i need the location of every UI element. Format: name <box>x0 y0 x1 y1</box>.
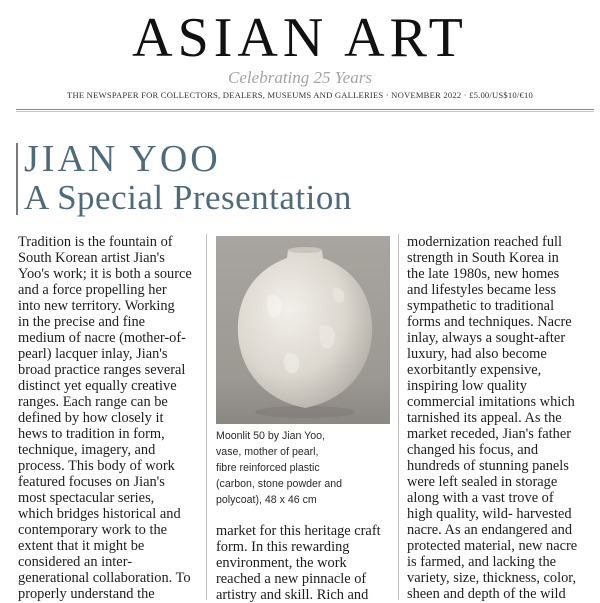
masthead-rule-secondary <box>16 111 594 112</box>
column-1-text <box>18 234 202 602</box>
text-line: medium of nacre (mother-of- <box>18 330 186 346</box>
column-divider <box>206 234 207 600</box>
text-line: high quality, wild- harvested <box>407 506 572 522</box>
text-line: exorbitantly expensive, <box>407 362 542 378</box>
text-line: ranges. Each range can be <box>18 394 168 410</box>
text-line: market receded, Jian's father <box>407 426 572 442</box>
text-line: variety, size, thickness, color, <box>407 570 577 586</box>
publication-title: ASIAN ART <box>132 7 468 69</box>
text-line: and a force propelling her <box>18 282 167 298</box>
text-line: defined by how closely it <box>18 410 164 426</box>
issue-price: £5.00/US$10/€10 <box>466 90 533 100</box>
text-line: which bridges historical and <box>18 506 181 522</box>
photo-caption <box>216 428 394 508</box>
text-line: forms and techniques. Nacre <box>407 314 572 330</box>
text-line: reached a new pinnacle of <box>216 571 367 587</box>
headline-accent-bar <box>16 143 18 215</box>
text-line: most spectacular series, <box>18 490 155 506</box>
text-line: strength in South Korea in <box>407 250 559 266</box>
text-line: is farmed, and lacking the <box>407 554 557 570</box>
text-line: featured focuses on Jian's <box>18 474 165 490</box>
text-line: polycoat), 48 x 46 cm <box>216 494 317 506</box>
text-line: sympathetic to traditional <box>407 298 555 314</box>
article-column-1 <box>18 234 202 602</box>
moonlit-vase-image <box>216 236 390 424</box>
text-line: distinct yet equally creative <box>18 378 177 394</box>
text-line: contemporary work to the <box>18 522 168 538</box>
article-column-2 <box>216 523 392 603</box>
text-line: luxury, had also become <box>407 346 547 362</box>
column-divider <box>398 234 399 600</box>
article-headline: JIAN YOO <box>24 138 221 180</box>
text-line: broad practice ranges several <box>18 362 186 378</box>
text-line: and lifestyles became less <box>407 282 557 298</box>
text-line: nacre. As an endangered and <box>407 522 573 538</box>
column-2-text <box>216 523 392 603</box>
text-line: sheen and depth of the wild <box>407 586 566 602</box>
text-line: process. This body of work <box>18 458 175 474</box>
vase-photo <box>216 236 390 424</box>
article-column-3 <box>407 234 591 602</box>
text-line: properly understand the <box>18 586 155 602</box>
text-line: considered an inter- <box>18 554 132 570</box>
text-line: Tradition is the fountain of <box>18 234 173 250</box>
text-line: into new territory. Working <box>18 298 175 314</box>
text-line: along with a vast trove of <box>407 490 554 506</box>
text-line: inspiring low quality <box>407 378 527 394</box>
text-line: South Korean artist Jian's <box>18 250 165 266</box>
text-line: vase, mother of pearl, <box>216 446 319 458</box>
text-line: fibre reinforced plastic <box>216 462 320 474</box>
anniversary-tagline: Celebrating 25 Years <box>228 68 372 87</box>
column-3-text <box>407 234 591 602</box>
text-line: tarnished its appeal. As the <box>407 410 562 426</box>
text-line: environment, the work <box>216 555 347 571</box>
text-line: were left sealed in storage <box>407 474 558 490</box>
text-line: artistry and skill. Rich and <box>216 587 369 603</box>
text-line: Yoo's work; it is both a source <box>18 266 192 282</box>
text-line: form. In this rewarding <box>216 539 350 555</box>
text-line: pearl) lacquer inlay, Jian's <box>18 346 168 362</box>
text-line: technique, imagery, and <box>18 442 156 458</box>
text-line: extent that it might be <box>18 538 145 554</box>
masthead-rule <box>16 109 594 110</box>
text-line: hews to tradition in form, <box>18 426 165 442</box>
text-line: commercial imitations which <box>407 394 575 410</box>
tagline-text: THE NEWSPAPER FOR COLLECTORS, DEALERS, MUSEUMS AND GALLERIES · NOVEMBER 2022 · <box>67 90 467 100</box>
text-line: (carbon, stone powder and <box>216 478 343 490</box>
text-line: protected material, new nacre <box>407 538 578 554</box>
article-subheadline: A Special Presentation <box>24 178 352 217</box>
text-line: hundreds of stunning panels <box>407 458 569 474</box>
vase-rim <box>288 247 322 253</box>
text-line: changed his focus, and <box>407 442 539 458</box>
text-line: generational collaboration. To <box>18 570 191 586</box>
text-line: the late 1980s, new homes <box>407 266 560 282</box>
text-line: inlay, always a sought-after <box>407 330 566 346</box>
text-line: modernization reached full <box>407 234 563 250</box>
text-line: in the precise and fine <box>18 314 146 330</box>
publication-tagline <box>0 90 600 100</box>
text-line: market for this heritage craft <box>216 523 381 539</box>
text-line: Moonlit 50 by Jian Yoo, <box>216 430 325 442</box>
